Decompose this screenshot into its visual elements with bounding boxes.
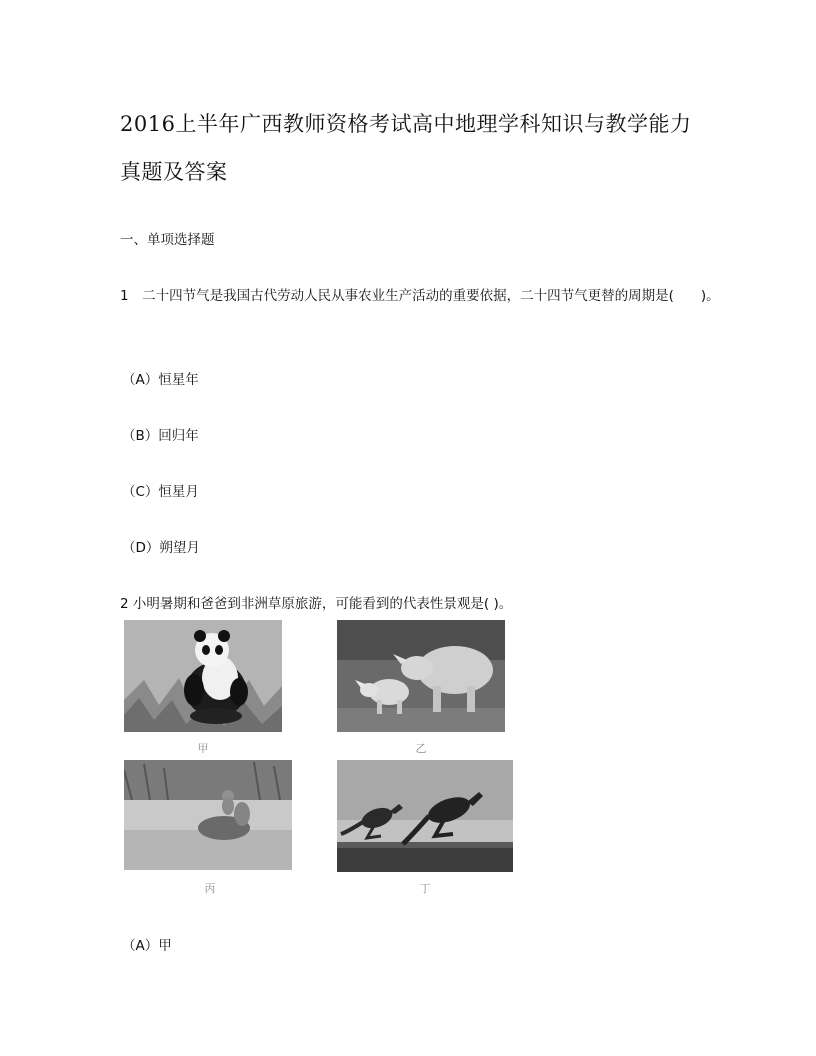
kangaroo-photo bbox=[337, 760, 513, 872]
question-1-option-a: （A）恒星年 bbox=[122, 372, 199, 388]
document-title-line-2: 真题及答案 bbox=[120, 160, 228, 184]
caption-bing: 丙 bbox=[204, 882, 216, 895]
question-1-option-c: （C）恒星月 bbox=[122, 484, 199, 500]
section-heading: 一、单项选择题 bbox=[120, 232, 215, 248]
document-title-line-1: 2016上半年广西教师资格考试高中地理学科知识与教学能力 bbox=[120, 112, 692, 136]
marmot-photo bbox=[124, 760, 292, 870]
question-2-option-a: （A）甲 bbox=[122, 938, 172, 954]
caption-ding: 丁 bbox=[419, 882, 431, 895]
question-1-option-d: （D）朔望月 bbox=[122, 540, 200, 556]
rhinoceros-photo bbox=[337, 620, 505, 732]
question-1-option-b: （B）回归年 bbox=[122, 428, 199, 444]
question-2-text: 2 小明暑期和爸爸到非洲草原旅游，可能看到的代表性景观是( )。 bbox=[120, 596, 513, 612]
question-1-text: 1 二十四节气是我国古代劳动人民从事农业生产活动的重要依据，二十四节气更替的周期是( )。 bbox=[120, 288, 720, 304]
caption-yi: 乙 bbox=[415, 742, 427, 755]
caption-jia: 甲 bbox=[197, 742, 209, 755]
panda-photo bbox=[124, 620, 282, 732]
